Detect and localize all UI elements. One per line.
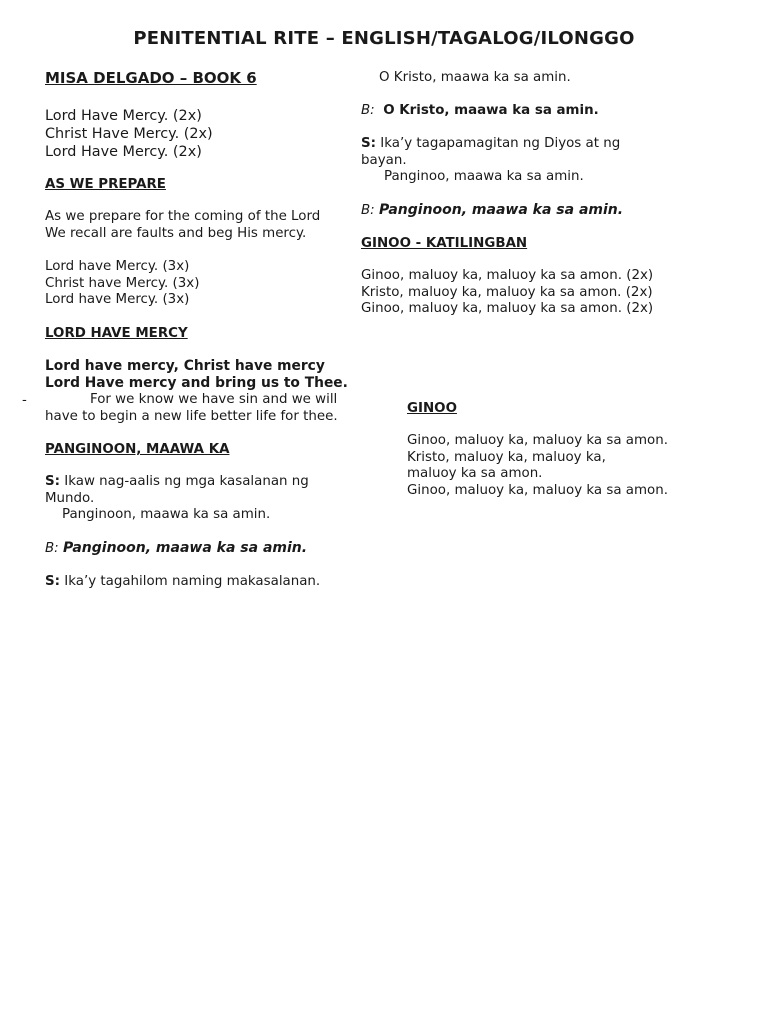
ginoo-heading: GINOO [407,401,457,416]
refrain-line: Lord have Mercy. (3x) [45,292,190,308]
misa-line: Christ Have Mercy. (2x) [45,126,213,142]
panginoon-heading: PANGINOON, MAAWA KA [45,442,230,457]
lhm-line: For we know we have sin and we will [90,392,338,407]
katilingban-line: Kristo, maluoy ka, maluoy ka sa amon. (2x) [361,284,653,300]
misa-delgado-heading: MISA DELGADO – BOOK 6 [45,69,257,87]
s2-text: Ika’y tagahilom naming makasalanan. [64,574,321,589]
as-we-prepare-refrain [45,259,199,309]
refrain-line: Christ have Mercy. (3x) [45,275,200,291]
as-we-prepare-heading: AS WE PREPARE [45,177,166,192]
panginoon-b2 [361,202,623,219]
b1-text: Panginoon, maawa ka sa amin. [62,540,308,556]
tagapamagitan-s [361,136,620,186]
bold-line: Lord have mercy, Christ have mercy [45,358,325,374]
ginoo-lines [407,433,668,499]
ginoo-line: Ginoo, maluoy ka, maluoy ka sa amon. [407,433,668,448]
s-response: Panginoo, maawa ka sa amin. [384,169,584,185]
role-s: S: [45,574,60,589]
dash-mark: - [22,393,27,408]
s-text2: bayan. [361,152,407,168]
s1-text: Ikaw nag-aalis ng mga kasalanan ng [64,474,309,489]
lord-have-mercy-lines [45,392,338,425]
kristo-line: O Kristo, maawa ka sa amin. [379,70,571,85]
as-we-prepare-verse [45,209,320,242]
misa-line: Lord Have Mercy. (2x) [45,144,202,160]
bold-line: Lord Have mercy and bring us to Thee. [45,374,348,391]
panginoon-s2 [45,574,320,591]
ginoo-line: maluoy ka sa amon. [407,466,543,482]
refrain-line: Lord have Mercy. (3x) [45,259,190,274]
s1-response: Panginoon, maawa ka sa amin. [62,507,271,523]
verse-line: We recall are faults and beg His mercy. [45,225,307,241]
misa-line: Lord Have Mercy. (2x) [45,108,202,124]
ginoo-line: Ginoo, maluoy ka, maluoy ka sa amon. [407,482,668,498]
s-text: Ika’y tagapamagitan ng Diyos at ng [380,136,621,151]
b2-text: Panginoon, maawa ka sa amin. [378,202,624,218]
s1-text2: Mundo. [45,490,95,506]
lhm-line: have to begin a new life better life for thee. [45,408,338,424]
page-title: PENITENTIAL RITE – ENGLISH/TAGALOG/ILONGGO [133,28,635,49]
panginoon-s1 [45,474,309,524]
katilingban-line: Ginoo, maluoy ka, maluoy ka sa amon. (2x) [361,301,654,317]
misa-delgado-lines [45,107,213,161]
b1-text: O Kristo, maawa ka sa amin. [383,103,599,118]
lord-have-mercy-bold [45,358,348,391]
verse-line: As we prepare for the coming of the Lord [45,209,321,224]
katilingban-line: Ginoo, maluoy ka, maluoy ka sa amon. (2x) [361,268,654,283]
kristo-b [361,103,599,120]
panginoon-b1 [45,540,307,557]
katilingban-heading: GINOO - KATILINGBAN [361,236,528,251]
ginoo-line: Kristo, maluoy ka, maluoy ka, [407,449,606,465]
role-s: S: [45,474,60,489]
role-b: B: [361,203,375,218]
role-b: B: [361,103,375,118]
lord-have-mercy-heading: LORD HAVE MERCY [45,326,188,341]
role-s: S: [361,136,376,151]
role-b: B: [45,541,59,556]
katilingban-lines [361,268,653,318]
